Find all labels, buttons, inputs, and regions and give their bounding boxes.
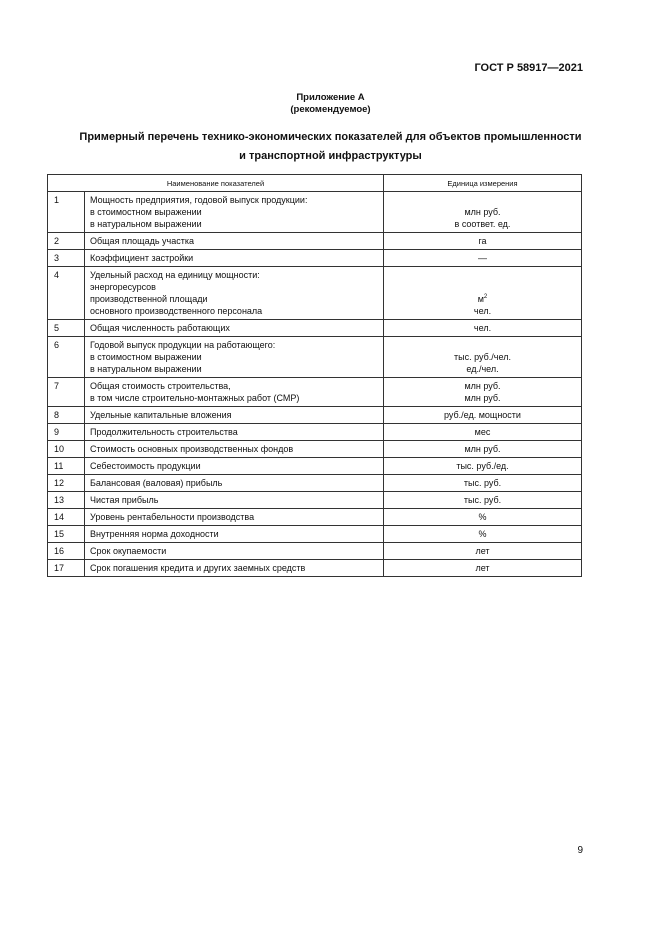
table-header-row xyxy=(48,175,582,192)
unit-of-measure xyxy=(384,526,582,543)
table-row xyxy=(48,320,582,337)
indicator-name xyxy=(85,233,384,250)
row-number: 9 xyxy=(48,424,85,441)
unit-line xyxy=(389,545,576,557)
unit-of-measure xyxy=(384,560,582,577)
unit-of-measure xyxy=(384,492,582,509)
row-number: 1 xyxy=(48,192,85,233)
unit-of-measure xyxy=(384,320,582,337)
unit-line xyxy=(389,291,576,305)
unit-of-measure xyxy=(384,543,582,560)
heading-line-2: и транспортной инфраструктуры xyxy=(239,150,422,162)
table-row xyxy=(48,509,582,526)
indicator-name xyxy=(85,378,384,407)
table-body xyxy=(48,192,582,577)
indicator-name-line: Продолжительность строительства xyxy=(90,427,238,437)
document-heading xyxy=(40,128,621,166)
row-number: 16 xyxy=(48,543,85,560)
unit-line xyxy=(389,409,576,421)
indicator-name-line: Удельный расход на единицу мощности: xyxy=(90,270,260,280)
unit-line xyxy=(389,235,576,247)
row-number: 8 xyxy=(48,407,85,424)
row-number: 3 xyxy=(48,250,85,267)
unit-text: тыс. руб. xyxy=(463,495,502,505)
indicator-name xyxy=(85,458,384,475)
unit-line xyxy=(389,562,576,574)
unit-text: руб./ед. мощности xyxy=(444,410,521,420)
indicator-name-line: энергоресурсов xyxy=(90,282,156,292)
unit-of-measure xyxy=(384,475,582,492)
table-row xyxy=(48,192,582,233)
unit-text: м xyxy=(477,294,484,304)
indicator-name-line: в стоимостном выражении xyxy=(90,352,202,362)
row-number: 5 xyxy=(48,320,85,337)
unit-line xyxy=(389,460,576,472)
row-number: 15 xyxy=(48,526,85,543)
row-number: 12 xyxy=(48,475,85,492)
indicator-name xyxy=(85,543,384,560)
column-header-unit: Единица измерения xyxy=(384,175,582,192)
unit-text: чел. xyxy=(473,323,492,333)
unit-of-measure xyxy=(384,192,582,233)
unit-text: млн руб. xyxy=(464,207,501,217)
table-row xyxy=(48,267,582,320)
unit-text: чел. xyxy=(473,306,492,316)
unit-line xyxy=(389,363,576,375)
indicator-name xyxy=(85,509,384,526)
indicator-name-line: Срок окупаемости xyxy=(90,546,167,556)
indicator-name xyxy=(85,492,384,509)
indicator-name xyxy=(85,424,384,441)
unit-line xyxy=(389,305,576,317)
row-number: 11 xyxy=(48,458,85,475)
indicator-name-line: Коэффициент застройки xyxy=(90,253,194,263)
table-row xyxy=(48,424,582,441)
row-number: 4 xyxy=(48,267,85,320)
indicator-name-line: в стоимостном выражении xyxy=(90,207,202,217)
row-number: 17 xyxy=(48,560,85,577)
unit-line xyxy=(389,206,576,218)
table-row xyxy=(48,475,582,492)
table-row xyxy=(48,458,582,475)
indicator-name xyxy=(85,407,384,424)
row-number: 14 xyxy=(48,509,85,526)
table-row xyxy=(48,526,582,543)
indicator-name-line: производственной площади xyxy=(90,294,208,304)
unit-line xyxy=(389,351,576,363)
row-number: 10 xyxy=(48,441,85,458)
unit-text: % xyxy=(478,529,487,539)
unit-line xyxy=(389,494,576,506)
unit-of-measure xyxy=(384,267,582,320)
table-row xyxy=(48,250,582,267)
indicator-name xyxy=(85,441,384,458)
indicator-name xyxy=(85,526,384,543)
indicator-name-line: Годовой выпуск продукции на работающего: xyxy=(90,340,276,350)
unit-text: ед./чел. xyxy=(466,364,499,374)
indicator-name xyxy=(85,250,384,267)
indicator-name xyxy=(85,192,384,233)
unit-line xyxy=(389,252,576,264)
indicator-name-line: Чистая прибыль xyxy=(90,495,159,505)
unit-superscript: 2 xyxy=(483,294,488,300)
row-number: 2 xyxy=(48,233,85,250)
unit-line xyxy=(389,218,576,230)
indicator-name-line: Общая численность работающих xyxy=(90,323,230,333)
table-row xyxy=(48,492,582,509)
unit-of-measure xyxy=(384,509,582,526)
unit-line xyxy=(389,380,576,392)
indicator-name xyxy=(85,560,384,577)
row-number: 7 xyxy=(48,378,85,407)
unit-text: % xyxy=(478,512,487,522)
table-row xyxy=(48,233,582,250)
unit-of-measure xyxy=(384,441,582,458)
indicator-name-line: Себестоимость продукции xyxy=(90,461,201,471)
indicator-name-line: Балансовая (валовая) прибыль xyxy=(90,478,223,488)
unit-text: мес xyxy=(474,427,491,437)
unit-line xyxy=(389,392,576,404)
unit-of-measure xyxy=(384,458,582,475)
indicator-name-line: Удельные капитальные вложения xyxy=(90,410,232,420)
row-number: 13 xyxy=(48,492,85,509)
unit-text: лет xyxy=(475,563,490,573)
indicator-name-line: Общая площадь участка xyxy=(90,236,194,246)
unit-text: тыс. руб. xyxy=(463,478,502,488)
indicator-name-line: Срок погашения кредита и других заемных средств xyxy=(90,563,306,573)
indicator-name xyxy=(85,337,384,378)
indicator-name-line: Общая стоимость строительства, xyxy=(90,381,231,391)
indicator-name xyxy=(85,475,384,492)
annex-title: Приложение А xyxy=(296,92,365,103)
heading-line-1: Примерный перечень технико-экономических показателей для объектов промышленности xyxy=(79,131,582,143)
unit-text: тыс. руб./ед. xyxy=(456,461,509,471)
table-row xyxy=(48,441,582,458)
unit-line xyxy=(389,477,576,489)
indicator-name-line: Внутренняя норма доходности xyxy=(90,529,219,539)
indicator-name xyxy=(85,267,384,320)
indicator-name-line: в натуральном выражении xyxy=(90,219,202,229)
unit-of-measure xyxy=(384,233,582,250)
unit-text: в соответ. ед. xyxy=(454,219,511,229)
unit-text: лет xyxy=(475,546,490,556)
unit-of-measure xyxy=(384,337,582,378)
table-row xyxy=(48,378,582,407)
unit-of-measure xyxy=(384,407,582,424)
indicator-name xyxy=(85,320,384,337)
unit-text: млн руб. xyxy=(464,381,501,391)
indicator-name-line: Стоимость основных производственных фондов xyxy=(90,444,294,454)
annex-block xyxy=(0,92,661,116)
unit-line xyxy=(389,443,576,455)
table-row xyxy=(48,337,582,378)
unit-line xyxy=(389,511,576,523)
page-number: 9 xyxy=(577,845,583,856)
indicator-name-line: Уровень рентабельности производства xyxy=(90,512,255,522)
annex-subtitle: (рекомендуемое) xyxy=(290,104,371,115)
unit-line xyxy=(389,426,576,438)
indicator-name-line: основного производственного персонала xyxy=(90,306,263,316)
unit-line xyxy=(389,528,576,540)
unit-text: га xyxy=(478,236,487,246)
unit-of-measure xyxy=(384,250,582,267)
unit-text: млн руб. xyxy=(464,444,501,454)
document-code: ГОСТ Р 58917—2021 xyxy=(474,62,583,74)
indicator-name-line: Мощность предприятия, годовой выпуск продукции: xyxy=(90,195,308,205)
unit-of-measure xyxy=(384,378,582,407)
unit-of-measure xyxy=(384,424,582,441)
table-row xyxy=(48,560,582,577)
row-number: 6 xyxy=(48,337,85,378)
table-row xyxy=(48,407,582,424)
unit-line xyxy=(389,322,576,334)
unit-text: млн руб. xyxy=(464,393,501,403)
indicators-table xyxy=(47,174,582,577)
unit-text: тыс. руб./чел. xyxy=(454,352,511,362)
indicator-name-line: в том числе строительно-монтажных работ (СМР) xyxy=(90,393,300,403)
column-header-name: Наименование показателей xyxy=(48,175,384,192)
table-row xyxy=(48,543,582,560)
indicator-name-line: в натуральном выражении xyxy=(90,364,202,374)
unit-text: — xyxy=(478,253,487,263)
